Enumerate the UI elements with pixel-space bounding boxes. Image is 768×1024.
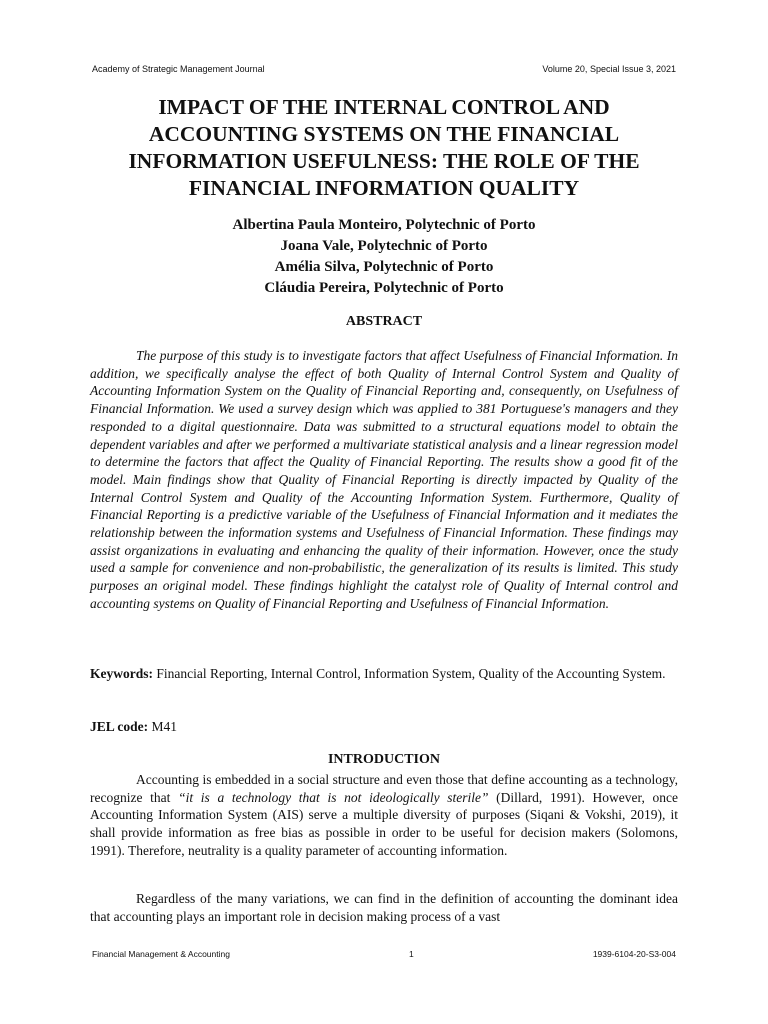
- author-line: Joana Vale, Polytechnic of Porto: [280, 238, 488, 254]
- page-footer: [92, 949, 676, 959]
- footer-section: Financial Management & Accounting: [92, 949, 230, 959]
- introduction-paragraph-2: Regardless of the many variations, we can find in the definition of accounting the dominant idea that accounting plays an important role in decision making process of a vast: [90, 891, 678, 924]
- volume-info: Volume 20, Special Issue 3, 2021: [542, 64, 676, 74]
- author-line: Cláudia Pereira, Polytechnic of Porto: [264, 280, 504, 296]
- article-code: 1939-6104-20-S3-004: [592, 949, 676, 959]
- author-line: Albertina Paula Monteiro, Polytechnic of Porto: [232, 217, 536, 233]
- keywords-label: Keywords:: [90, 666, 153, 681]
- jel-code: M41: [151, 719, 178, 734]
- introduction-paragraph-1: [90, 771, 678, 860]
- keywords-text: Financial Reporting, Internal Control, Information System, Quality of the Accounting System.: [156, 666, 666, 681]
- jel-paragraph: [90, 718, 678, 736]
- author-list: [90, 215, 678, 299]
- abstract-heading: ABSTRACT: [345, 314, 423, 329]
- journal-name: Academy of Strategic Management Journal: [92, 64, 265, 74]
- introduction-heading: INTRODUCTION: [327, 752, 440, 767]
- paper-title: IMPACT OF THE INTERNAL CONTROL AND ACCOUNTING SYSTEMS ON THE FINANCIAL INFORMATION USEFULNESS: THE ROLE OF THE FINANCIAL INFORMATION QUALITY: [128, 95, 640, 200]
- page-number: 1: [409, 949, 414, 959]
- intro-quote: “it is a technology that is not ideologically sterile”: [178, 789, 489, 805]
- jel-label: JEL code:: [90, 719, 149, 734]
- abstract-text: The purpose of this study is to investigate factors that affect Usefulness of Financial Information. In addition, we specifically analyse the effect of both Quality of Internal Control System and Quality of Accounting Information System on the Quality of Financial Reporting and, consequently, on Usefulness of Financial Information. We used a survey design which was applied to 381 Portuguese's managers and they responded to a digital questionnaire. Data was submitted to a structural equations model to obtain the dependent variables and after we performed a multivariate statistical analysis and a linear regression model to determine the factors that affect the Quality of Financial Reporting. The results show a good fit of the model. Main findings show that Quality of Financial Reporting is directly impacted by Quality of the Internal Control System and Quality of the Accounting Information System. Furthermore, Quality of Financial Reporting is a predictive variable of the Usefulness of Financial Information and it mediates the relationship between the information systems and Usefulness of Financial Information. These findings may assist organizations in evaluating and enhancing the quality of their information. However, once the study used a sample for convenience and non-probabilistic, the generalization of its results is limited. This study purposes an original model. These findings highlight the catalyst role of Quality of Internal control and accounting systems on Quality of Financial Reporting and Usefulness of Financial Information.: [90, 348, 678, 611]
- running-header: [92, 64, 676, 74]
- intro-text: Accounting is embedded in a social structure and even those that define accounting as a technology, recognize that: [90, 772, 678, 805]
- author-line: Amélia Silva, Polytechnic of Porto: [274, 259, 494, 275]
- keywords-paragraph: [90, 665, 678, 683]
- intro-text: (Dillard, 1991). However, once Accounting Information System (AIS) serve a multiple diversity of purposes (Siqani & Vokshi, 2019), it shall provide information as free bias as possible in order to be useful for decision makers (Solomons, 1991). Therefore, neutrality is a quality parameter of accounting information.: [90, 789, 678, 858]
